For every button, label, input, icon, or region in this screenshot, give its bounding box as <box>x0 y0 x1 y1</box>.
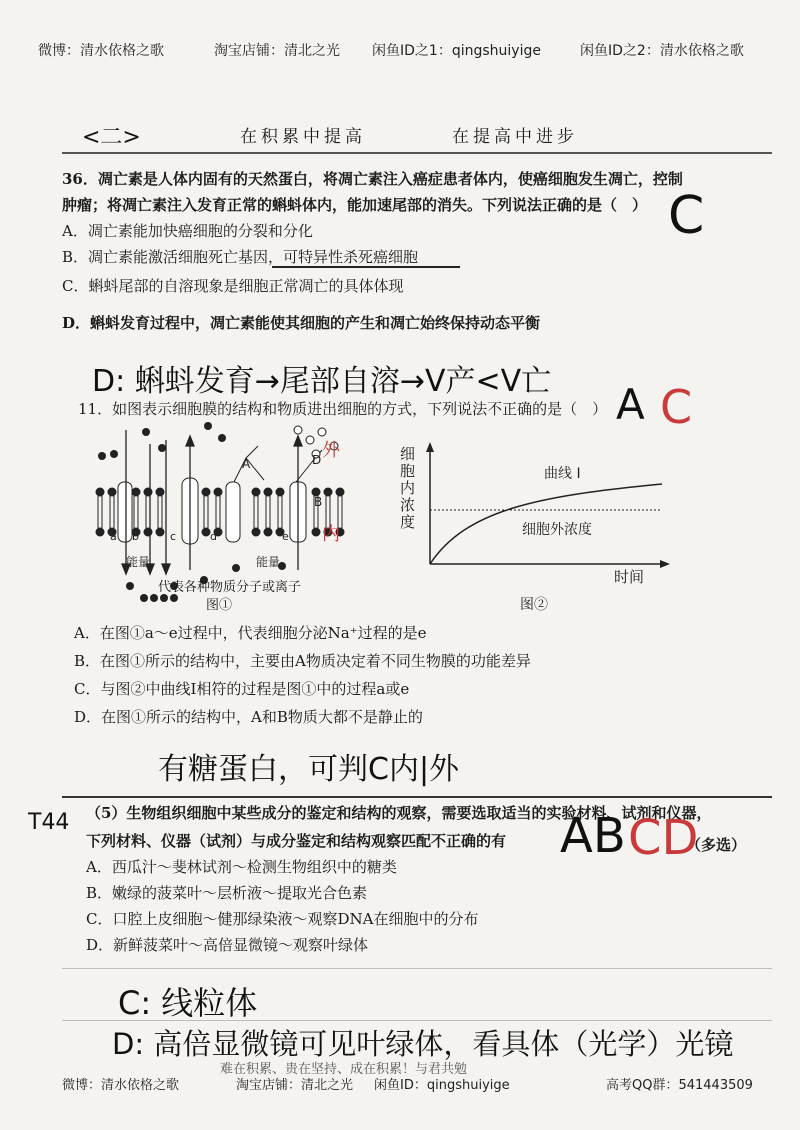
fig2-x-label: 时间 <box>614 568 645 586</box>
q11-option-a: A．在图①a～e过程中，代表细胞分泌Na⁺过程的是e <box>74 624 427 642</box>
q11-stem: 11．如图表示细胞膜的结构和物质进出细胞的方式，下列说法不正确的是（ ） <box>78 400 608 418</box>
q44-option-b: B．嫩绿的菠菜叶～层析液～提取光合色素 <box>86 884 368 902</box>
fig2-y-label: 细胞内浓度 <box>400 445 416 531</box>
header-xianyu1: 闲鱼ID之1：qingshuiyige <box>372 43 541 59</box>
q44-handwritten-note-2: D: 高倍显微镜可见叶绿体，看具体（光学）光镜 <box>112 1027 734 1061</box>
q36-underline-b <box>272 266 460 268</box>
q36-option-d: D．蝌蚪发育过程中，凋亡素能使其细胞的产生和凋亡始终保持动态平衡 <box>62 314 541 332</box>
header-xianyu2: 闲鱼ID之2：清水依格之歌 <box>580 43 744 59</box>
q11-handwritten-note: 有糖蛋白，可判C内|外 <box>158 752 460 787</box>
q36-stem-line2: 肿瘤；将凋亡素注入发育正常的蝌蚪体内，能加速尾部的消失。下列说法正确的是（ ） <box>62 196 648 214</box>
protein-channel-1 <box>118 482 132 542</box>
q36-option-b: B．凋亡素能激活细胞死亡基因，可特异性杀死癌细胞 <box>62 248 419 266</box>
fig1-letter-d: d <box>210 530 217 543</box>
q44-option-d: D．新鲜菠菜叶～高倍显微镜～观察叶绿体 <box>86 936 369 954</box>
q44-stem-line2: 下列材料、仪器（试剂）与成分鉴定和结构观察匹配不正确的有 <box>86 832 507 850</box>
fig1-letter-e: e <box>282 530 289 543</box>
fig1-label-A: A <box>242 457 251 471</box>
q44-answer-black: AB <box>560 808 626 864</box>
fig1-caption: 图① <box>206 598 233 613</box>
footer-handwritten-slogan: 难在积累、贵在坚持、成在积累！与君共勉 <box>220 1062 468 1077</box>
q11-option-c: C．与图②中曲线Ⅰ相符的过程是图①中的过程a或e <box>74 680 410 698</box>
motto-left: 在积累中提高 <box>240 127 366 147</box>
fig1-energy-2: 能量 <box>256 555 281 569</box>
q11-option-d: D．在图①所示的结构中，A和B物质大都不是静止的 <box>74 708 423 726</box>
fig2-ref-label: 细胞外浓度 <box>522 522 592 538</box>
protein-carrier-3 <box>226 482 240 542</box>
fig1-note-inside: 内 <box>322 524 340 545</box>
section-mark: <二> <box>82 125 141 150</box>
q44-answer-red: CD <box>628 810 699 866</box>
q36-option-c: C．蝌蚪尾部的自溶现象是细胞正常凋亡的具体体现 <box>62 277 404 295</box>
q44-handwritten-note-1: C: 线粒体 <box>118 984 258 1022</box>
fig1-label-B: B <box>314 495 323 509</box>
q36-option-a: A．凋亡素能加快癌细胞的分裂和分化 <box>62 222 313 240</box>
q44-stem-line1: （5）生物组织细胞中某些成分的鉴定和结构的观察，需要选取适当的实验材料、试剂和仪器， <box>86 804 712 822</box>
fig1-letter-c: c <box>170 530 177 543</box>
footer-xianyu: 闲鱼ID：qingshuiyige <box>374 1078 510 1093</box>
fig1-letter-a: a <box>110 530 117 543</box>
fig1-note-outside: 外 <box>322 440 340 461</box>
q11-answer-black: A <box>616 380 645 429</box>
q11-option-b: B．在图①所示的结构中，主要由A物质决定着不同生物膜的功能差异 <box>74 652 531 670</box>
phospholipid-upper-row <box>96 488 344 496</box>
header-taobao: 淘宝店铺：清北之光 <box>214 43 340 59</box>
fig1-legend: 代表各种物质分子或离子 <box>158 580 302 595</box>
header-weibo: 微博：清水依格之歌 <box>38 43 164 59</box>
fig2-curve-label: 曲线 I <box>544 466 581 482</box>
q36-answer-handwritten: C <box>668 186 705 246</box>
q36-stem-line1: 36．凋亡素是人体内固有的天然蛋白，将凋亡素注入癌症患者体内，使癌细胞发生凋亡，控制 <box>62 170 683 188</box>
footer-qq: 高考QQ群：541443509 <box>606 1078 753 1093</box>
q44-multi-select: （多选） <box>686 836 747 854</box>
fig1-label-D: D <box>312 453 322 467</box>
fig1-letter-b: b <box>132 530 139 543</box>
q44-option-c: C．口腔上皮细胞～健那绿染液～观察DNA在细胞中的分布 <box>86 910 479 928</box>
q44-option-a: A．西瓜汁～斐林试剂～检测生物组织中的糖类 <box>86 858 397 876</box>
motto-right: 在提高中进步 <box>452 127 578 147</box>
footer-weibo: 微博：清水依格之歌 <box>62 1078 180 1093</box>
q11-answer-red: C <box>660 380 693 434</box>
q36-handwritten-note: D: 蝌蚪发育→尾部自溶→V产<V亡 <box>92 364 552 399</box>
fig1-energy-1: 能量 <box>126 555 151 569</box>
q44-label: T44 <box>28 810 70 835</box>
fig2-caption: 图② <box>520 597 548 613</box>
footer-taobao: 淘宝店铺：清北之光 <box>236 1078 354 1093</box>
